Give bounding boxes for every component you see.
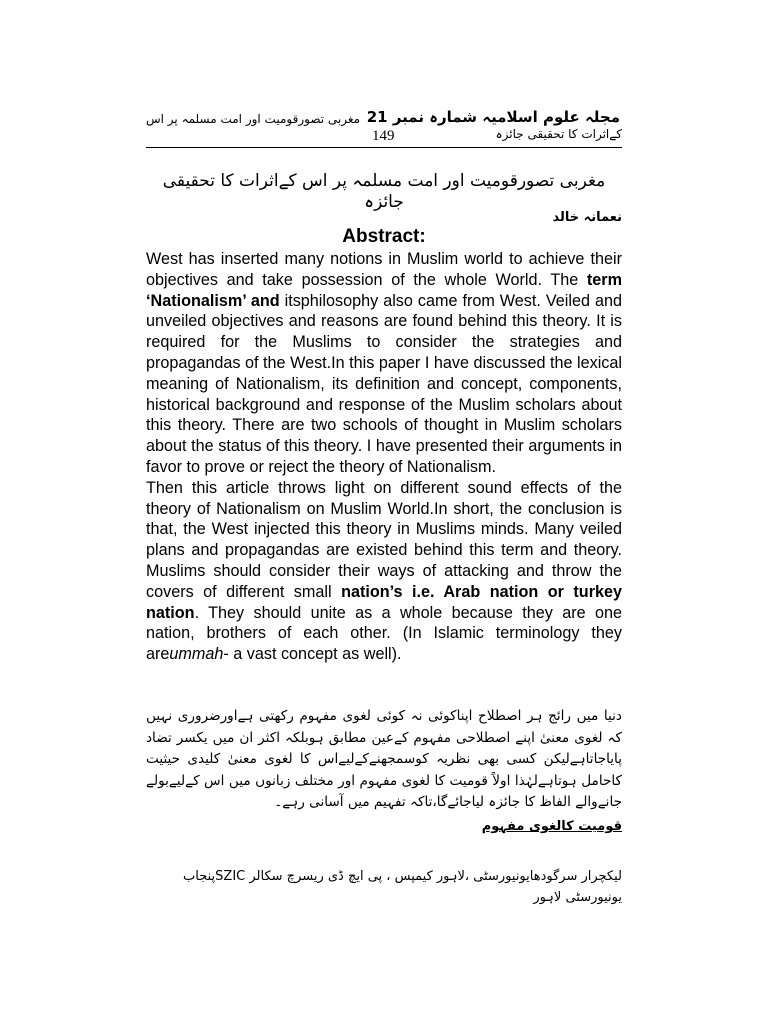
abstract-text: - a vast concept as well).: [223, 645, 402, 664]
author-name: نعمانہ خالد: [552, 210, 622, 225]
abstract-text: itsphilosophy also came from West. Veiled and unveiled objectives and reasons are found behind this theory. It is required for the Muslims to consider the strategies and propagandas of the West.In this paper I have discussed the lexical meaning of Nationalism, its definition and concept, components, historical background and response of the Muslim scholars about this theory. There are two schools of thought in Muslim scholars about the status of this theory. I have presented their arguments in favor to prove or reject the theory of Nationalism.: [146, 291, 622, 476]
abstract-emphasis: term ‘Nationalism’ and: [146, 270, 622, 310]
abstract-paragraph-1: [146, 249, 622, 478]
abstract-text: . They should unite as a whole because they are one nation, brothers of each other. (In Islamic terminology they are: [146, 603, 622, 664]
abstract-body: [146, 249, 622, 665]
page-number: 149: [372, 128, 395, 144]
running-title-continued: کےاثرات کا تحقیقی جائزہ: [495, 127, 622, 141]
author-footnote: لیکچرار سرگودھایونیورسٹی ،لاہور کیمپس ، پی ایچ ڈی ریسرچ سکالر SZICپنجاب یونیورسٹی لاہور: [183, 869, 622, 905]
abstract-text: Then this article throws light on different sound effects of the theory of Nationalism on Muslim World.In short, the conclusion is that, the West injected this theory in Muslims minds. Many veiled plans and propagandas are existed behind this term and theory. Muslims should consider their ways of attacking and throw the covers of different small: [146, 478, 622, 601]
abstract-italic-term: ummah: [169, 645, 224, 664]
running-title: مغربی تصورقومیت اور امت مسلمہ پر اس: [146, 112, 361, 126]
journal-name: مجلہ علوم اسلامیہ شمارہ نمبر 21: [366, 108, 620, 126]
abstract-heading: Abstract:: [342, 226, 426, 247]
abstract-paragraph-2: [146, 478, 622, 665]
abstract-text: West has inserted many notions in Muslim world to achieve their objectives and take possession of the whole World. The: [146, 250, 622, 289]
article-title: مغربی تصورقومیت اور امت مسلمہ پر اس کےاثرات کا تحقیقی جائزہ: [162, 171, 606, 212]
section-heading: قومیت کالغوی مفہوم: [481, 819, 622, 834]
abstract-emphasis: nation’s i.e. Arab nation or turkey nation: [146, 582, 623, 622]
header-rule: [146, 147, 622, 148]
urdu-paragraph: دنیا میں رائج ہر اصطلاح اپناکوئی نہ کوئی لغوی مفہوم رکھتی ہےاورضروری نہیں کہ لغوی معنیٰ اپنے اصطلاحی مفہوم کےعین مطابق ہوبلکہ اکثر ان میں یکسر تضاد پایاجاتاہےلیکن کسی بھی نظریہ کوسمجھنےکےلیےاس کا لغوی معنیٰ کلیدی حیثیت کاحامل ہوتاہےلہٰذا اولاً قومیت کا لغوی مفہوم اور مختلف زبانوں میں اس کےلیےبولے جانےوالے الفاظ کا جائزہ لیاجائےگا،تاکہ تفہیم میں آسانی رہے۔: [146, 708, 622, 810]
